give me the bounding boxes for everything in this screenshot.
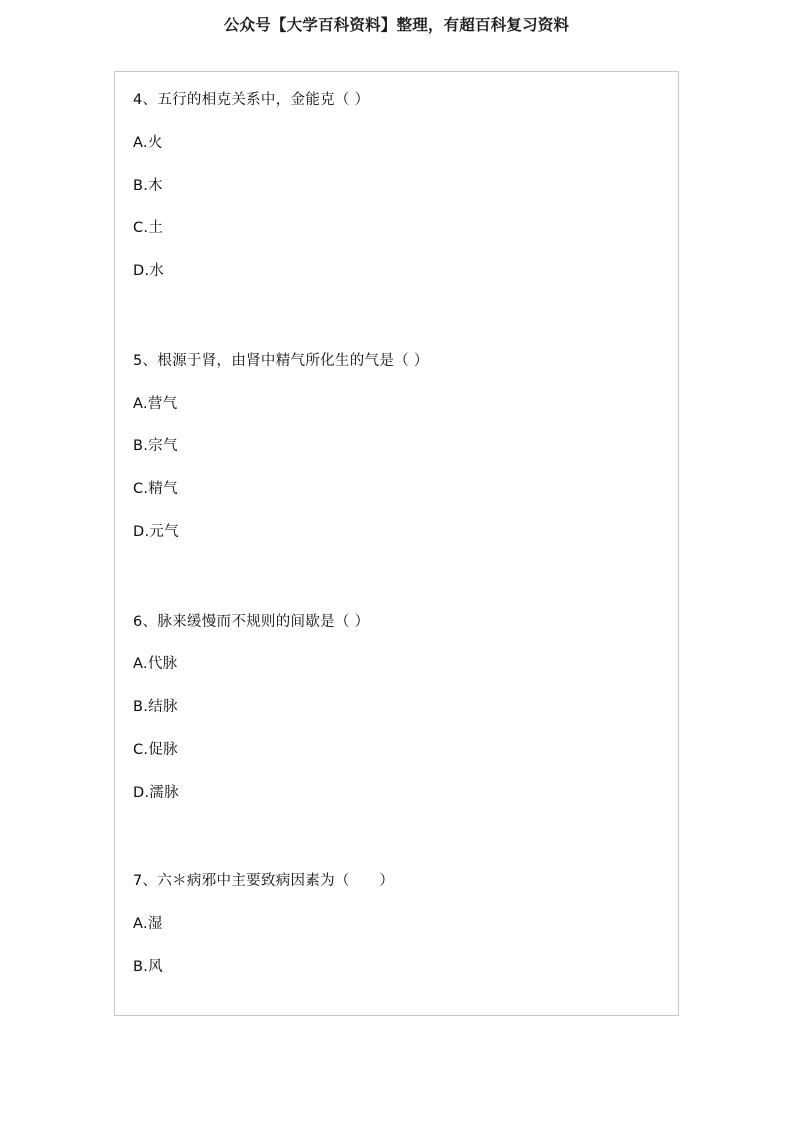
question-stem: 6、脉来缓慢而不规则的间歇是（ ） [133, 613, 370, 630]
question-option: C.精气 [133, 481, 178, 497]
question-block-4 [133, 90, 656, 283]
question-option: C.土 [133, 220, 164, 237]
question-option: B.结脉 [133, 699, 178, 715]
question-stem: 5、根源于肾，由肾中精气所化生的气是（ ） [133, 352, 429, 369]
question-option: D.水 [133, 263, 165, 279]
question-option: C.促脉 [133, 741, 178, 758]
question-option: A.湿 [133, 916, 163, 932]
question-spacer [133, 304, 656, 351]
page-header-banner: 公众号【大学百科资料】整理，有超百科复习资料 [223, 16, 570, 34]
question-stem: 7、六＊病邪中主要致病因素为（ ） [133, 873, 395, 890]
question-block-5 [133, 351, 656, 544]
question-option: B.宗气 [133, 438, 178, 455]
question-option: B.木 [133, 177, 163, 194]
question-spacer [133, 825, 656, 871]
question-option: A.代脉 [133, 656, 178, 673]
question-stem: 4、五行的相克关系中，金能克（ ） [133, 92, 370, 108]
question-option: D.濡脉 [133, 784, 179, 801]
question-option: B.风 [133, 958, 163, 975]
question-option: D.元气 [133, 523, 179, 540]
question-spacer [133, 565, 656, 612]
document-frame [114, 71, 679, 1016]
question-block-6 [133, 612, 656, 805]
document-content [115, 72, 678, 979]
question-option: A.火 [133, 134, 163, 151]
question-block-7 [133, 871, 656, 978]
question-option: A.营气 [133, 395, 178, 412]
